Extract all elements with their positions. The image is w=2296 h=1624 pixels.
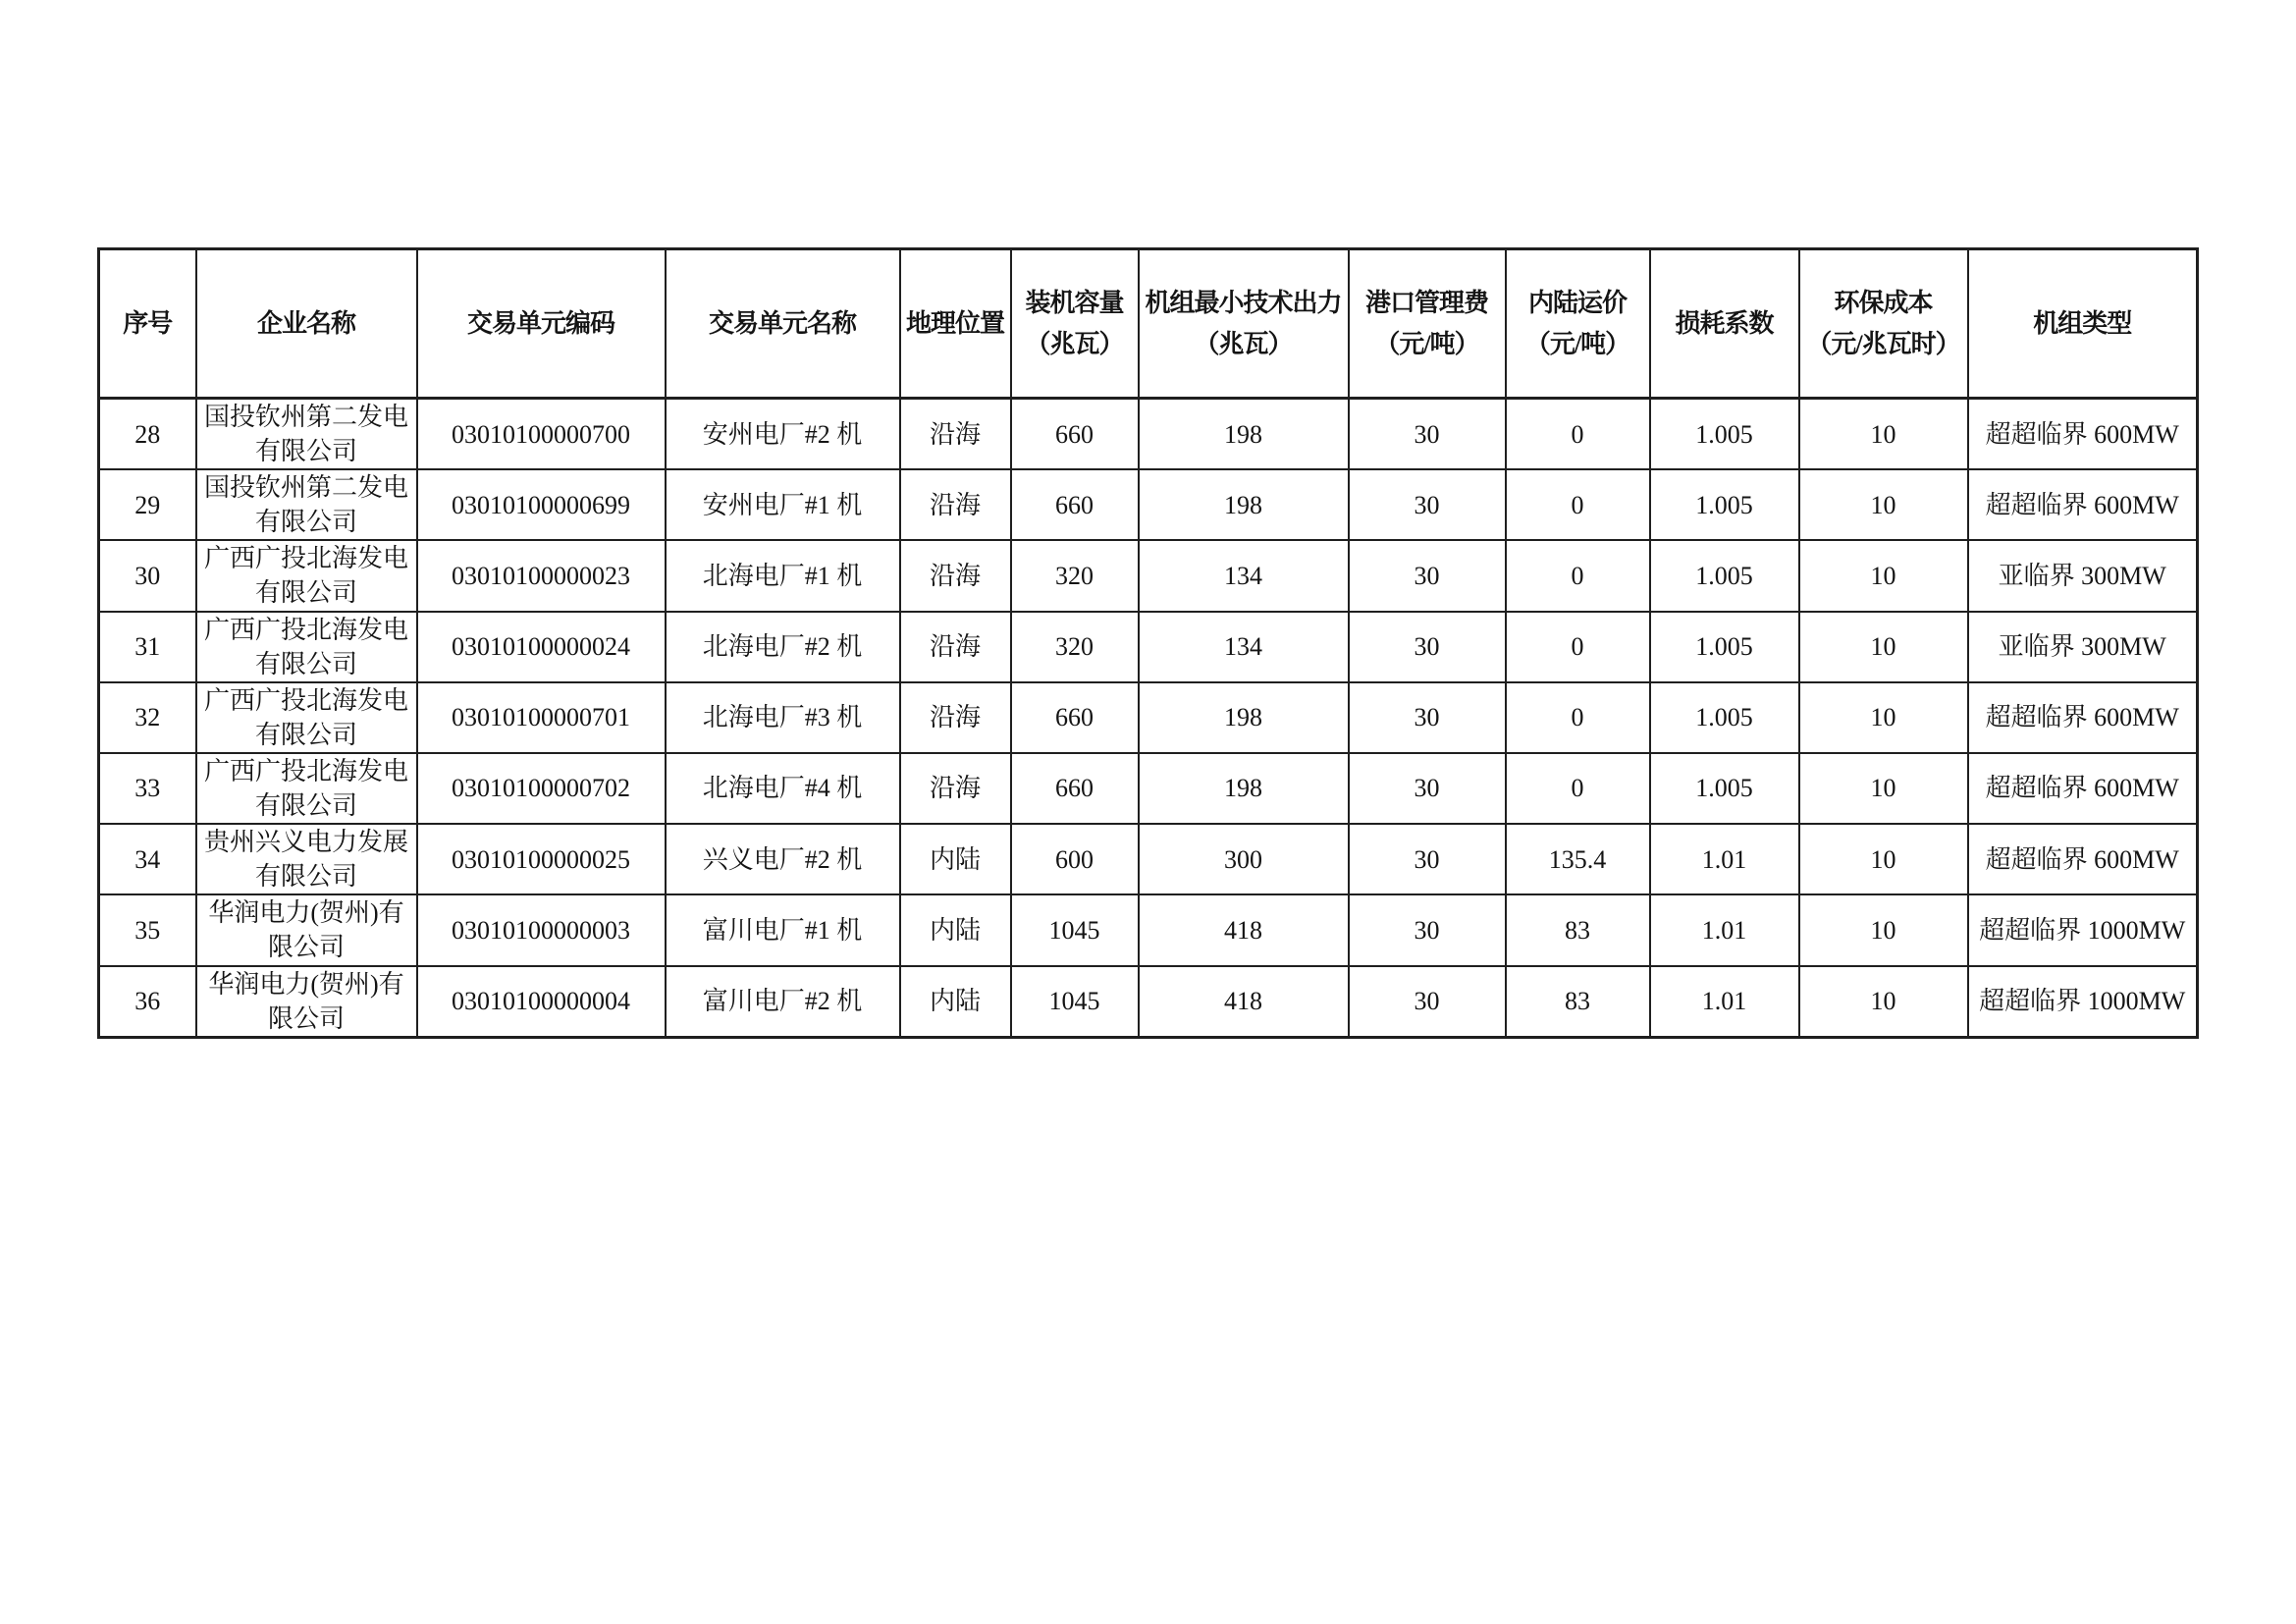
cell-seq: 36	[99, 966, 196, 1038]
cell-env-cost: 10	[1799, 612, 1968, 682]
th-loss-coeff-label: 损耗系数	[1675, 308, 1774, 338]
cell-unit-type: 亚临界 300MW	[1968, 540, 2198, 611]
cell-unit-type: 超超临界 600MW	[1968, 469, 2198, 540]
th-location	[900, 249, 1011, 399]
cell-env-cost: 10	[1799, 894, 1968, 965]
th-location-label: 地理位置	[905, 308, 1004, 338]
cell-capacity: 660	[1011, 399, 1139, 470]
cell-location: 沿海	[900, 540, 1011, 611]
cell-seq: 29	[99, 469, 196, 540]
cell-loss-coeff: 1.01	[1650, 894, 1799, 965]
cell-loss-coeff: 1.005	[1650, 399, 1799, 470]
th-unit-code-label: 交易单元编码	[466, 308, 614, 338]
th-inland-freight-unit: （元/吨）	[1524, 329, 1630, 358]
cell-inland-freight: 83	[1506, 966, 1650, 1038]
cell-unit-name: 北海电厂#4 机	[666, 753, 900, 824]
cell-loss-coeff: 1.01	[1650, 966, 1799, 1038]
cell-port-fee: 30	[1349, 824, 1506, 894]
cell-unit-name: 兴义电厂#2 机	[666, 824, 900, 894]
cell-capacity: 320	[1011, 540, 1139, 611]
th-loss-coeff	[1650, 249, 1799, 399]
cell-seq: 33	[99, 753, 196, 824]
th-seq-label: 序号	[123, 308, 173, 338]
cell-capacity: 660	[1011, 753, 1139, 824]
th-company-name	[196, 249, 417, 399]
th-min-output	[1139, 249, 1349, 399]
cell-location: 内陆	[900, 824, 1011, 894]
cell-unit-code: 03010100000023	[417, 540, 666, 611]
cell-location: 沿海	[900, 399, 1011, 470]
cell-location: 沿海	[900, 682, 1011, 753]
th-env-cost-label: 环保成本	[1834, 288, 1933, 317]
cell-unit-code: 03010100000700	[417, 399, 666, 470]
cell-unit-type: 亚临界 300MW	[1968, 612, 2198, 682]
cell-unit-type: 超超临界 600MW	[1968, 824, 2198, 894]
cell-unit-name: 北海电厂#3 机	[666, 682, 900, 753]
cell-min-output: 198	[1139, 399, 1349, 470]
cell-unit-name: 北海电厂#2 机	[666, 612, 900, 682]
cell-location: 内陆	[900, 966, 1011, 1038]
cell-loss-coeff: 1.005	[1650, 469, 1799, 540]
th-capacity-label: 装机容量	[1025, 288, 1124, 317]
cell-env-cost: 10	[1799, 469, 1968, 540]
cell-unit-code: 03010100000699	[417, 469, 666, 540]
cell-env-cost: 10	[1799, 753, 1968, 824]
cell-min-output: 134	[1139, 612, 1349, 682]
th-env-cost-unit: （元/兆瓦时）	[1806, 329, 1960, 358]
cell-env-cost: 10	[1799, 682, 1968, 753]
cell-company-name: 广西广投北海发电有限公司	[196, 612, 417, 682]
cell-env-cost: 10	[1799, 824, 1968, 894]
cell-inland-freight: 135.4	[1506, 824, 1650, 894]
cell-unit-code: 03010100000701	[417, 682, 666, 753]
cell-port-fee: 30	[1349, 399, 1506, 470]
cell-company-name: 华润电力(贺州)有限公司	[196, 966, 417, 1038]
cell-inland-freight: 0	[1506, 469, 1650, 540]
cell-min-output: 198	[1139, 753, 1349, 824]
cell-unit-name: 北海电厂#1 机	[666, 540, 900, 611]
cell-company-name: 国投钦州第二发电有限公司	[196, 469, 417, 540]
th-port-fee-label: 港口管理费	[1364, 288, 1488, 317]
th-inland-freight	[1506, 249, 1650, 399]
table-row	[99, 824, 2198, 894]
th-port-fee-unit: （元/吨）	[1374, 329, 1479, 358]
cell-inland-freight: 0	[1506, 540, 1650, 611]
cell-port-fee: 30	[1349, 540, 1506, 611]
cell-unit-code: 03010100000024	[417, 612, 666, 682]
cell-unit-type: 超超临界 600MW	[1968, 399, 2198, 470]
cell-company-name: 广西广投北海发电有限公司	[196, 682, 417, 753]
power-units-table	[97, 247, 2199, 1039]
th-seq	[99, 249, 196, 399]
cell-capacity: 1045	[1011, 966, 1139, 1038]
th-inland-freight-label: 内陆运价	[1527, 288, 1627, 317]
cell-capacity: 660	[1011, 469, 1139, 540]
cell-unit-type: 超超临界 1000MW	[1968, 894, 2198, 965]
th-env-cost	[1799, 249, 1968, 399]
cell-location: 沿海	[900, 612, 1011, 682]
cell-company-name: 华润电力(贺州)有限公司	[196, 894, 417, 965]
cell-unit-name: 富川电厂#2 机	[666, 966, 900, 1038]
table-row	[99, 540, 2198, 611]
cell-env-cost: 10	[1799, 540, 1968, 611]
th-unit-name	[666, 249, 900, 399]
cell-port-fee: 30	[1349, 612, 1506, 682]
cell-location: 沿海	[900, 469, 1011, 540]
cell-loss-coeff: 1.005	[1650, 753, 1799, 824]
table-row	[99, 612, 2198, 682]
cell-loss-coeff: 1.01	[1650, 824, 1799, 894]
cell-inland-freight: 83	[1506, 894, 1650, 965]
cell-unit-name: 安州电厂#1 机	[666, 469, 900, 540]
table-row	[99, 966, 2198, 1038]
cell-unit-type: 超超临界 600MW	[1968, 753, 2198, 824]
th-unit-type-label: 机组类型	[2033, 308, 2132, 338]
th-company-name-label: 企业名称	[256, 308, 355, 338]
cell-company-name: 广西广投北海发电有限公司	[196, 540, 417, 611]
cell-location: 内陆	[900, 894, 1011, 965]
cell-loss-coeff: 1.005	[1650, 682, 1799, 753]
table-row	[99, 469, 2198, 540]
th-unit-type	[1968, 249, 2198, 399]
cell-min-output: 198	[1139, 469, 1349, 540]
cell-port-fee: 30	[1349, 966, 1506, 1038]
table-row	[99, 894, 2198, 965]
cell-inland-freight: 0	[1506, 399, 1650, 470]
cell-unit-type: 超超临界 1000MW	[1968, 966, 2198, 1038]
th-capacity-unit: （兆瓦）	[1025, 329, 1124, 358]
cell-port-fee: 30	[1349, 682, 1506, 753]
cell-seq: 32	[99, 682, 196, 753]
cell-unit-name: 富川电厂#1 机	[666, 894, 900, 965]
cell-inland-freight: 0	[1506, 753, 1650, 824]
th-unit-name-label: 交易单元名称	[708, 308, 856, 338]
cell-seq: 34	[99, 824, 196, 894]
cell-min-output: 300	[1139, 824, 1349, 894]
cell-env-cost: 10	[1799, 399, 1968, 470]
th-min-output-unit: （兆瓦）	[1194, 329, 1293, 358]
cell-port-fee: 30	[1349, 469, 1506, 540]
cell-company-name: 国投钦州第二发电有限公司	[196, 399, 417, 470]
cell-seq: 31	[99, 612, 196, 682]
cell-env-cost: 10	[1799, 966, 1968, 1038]
cell-port-fee: 30	[1349, 753, 1506, 824]
th-unit-code	[417, 249, 666, 399]
cell-company-name: 贵州兴义电力发展有限公司	[196, 824, 417, 894]
cell-loss-coeff: 1.005	[1650, 540, 1799, 611]
cell-unit-type: 超超临界 600MW	[1968, 682, 2198, 753]
th-port-fee	[1349, 249, 1506, 399]
th-min-output-label: 机组最小技术出力	[1145, 288, 1342, 317]
cell-unit-name: 安州电厂#2 机	[666, 399, 900, 470]
cell-min-output: 418	[1139, 894, 1349, 965]
cell-unit-code: 03010100000004	[417, 966, 666, 1038]
cell-unit-code: 03010100000702	[417, 753, 666, 824]
table-row	[99, 399, 2198, 470]
cell-unit-code: 03010100000003	[417, 894, 666, 965]
table-row	[99, 682, 2198, 753]
cell-unit-code: 03010100000025	[417, 824, 666, 894]
cell-inland-freight: 0	[1506, 682, 1650, 753]
cell-inland-freight: 0	[1506, 612, 1650, 682]
cell-capacity: 600	[1011, 824, 1139, 894]
th-capacity	[1011, 249, 1139, 399]
table-row	[99, 753, 2198, 824]
cell-loss-coeff: 1.005	[1650, 612, 1799, 682]
cell-capacity: 1045	[1011, 894, 1139, 965]
cell-seq: 28	[99, 399, 196, 470]
cell-company-name: 广西广投北海发电有限公司	[196, 753, 417, 824]
table-header-row	[99, 249, 2198, 399]
cell-capacity: 660	[1011, 682, 1139, 753]
cell-min-output: 198	[1139, 682, 1349, 753]
cell-port-fee: 30	[1349, 894, 1506, 965]
cell-capacity: 320	[1011, 612, 1139, 682]
cell-location: 沿海	[900, 753, 1011, 824]
cell-min-output: 134	[1139, 540, 1349, 611]
cell-min-output: 418	[1139, 966, 1349, 1038]
cell-seq: 35	[99, 894, 196, 965]
cell-seq: 30	[99, 540, 196, 611]
